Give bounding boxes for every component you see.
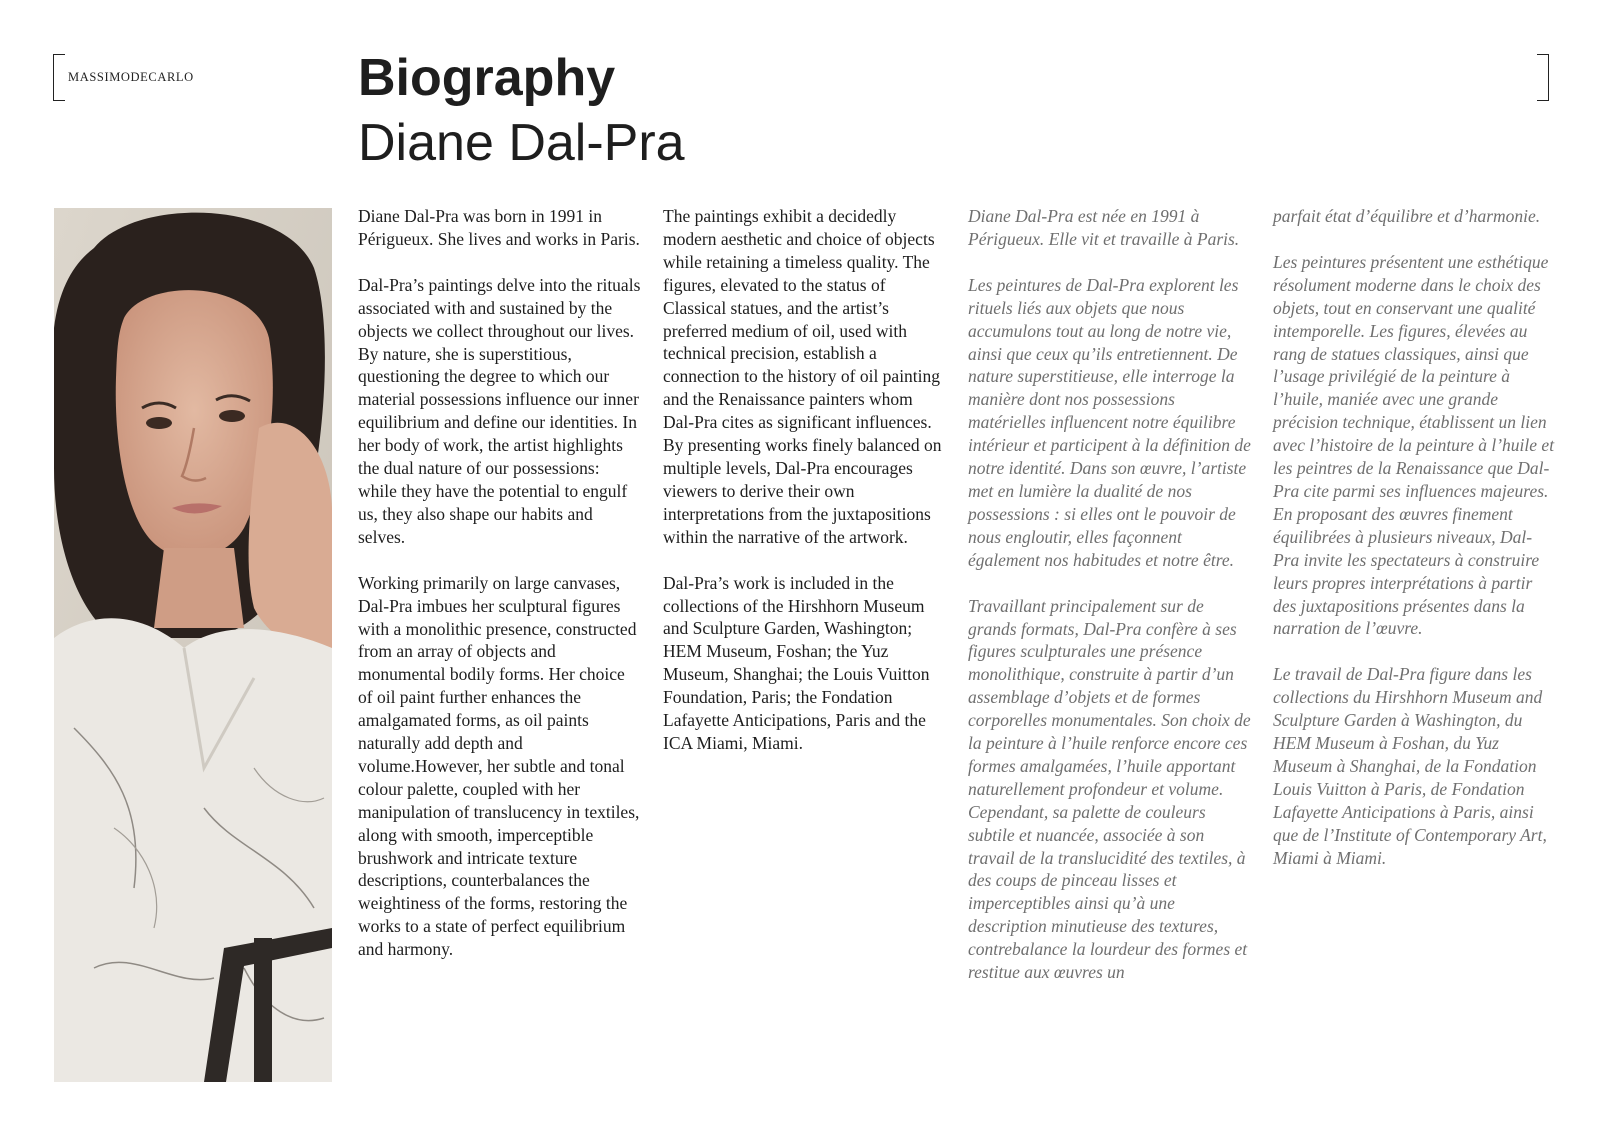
- paragraph: Diane Dal-Pra was born in 1991 in Périgueux. She lives and works in Paris.: [358, 206, 640, 249]
- paragraph: Le travail de Dal-Pra figure dans les collections du Hirshhorn Museum and Sculpture Garden à Washington, du HEM Museum à Foshan, du Yuz Museum à Shanghai, de la Fondation Louis Vuitton à Paris, de Fondation Lafayette Anticipations à Paris, ainsi que de l’Institute of Contemporary Art, Miami à Miami.: [1273, 664, 1547, 868]
- right-bracket-decoration: [1537, 54, 1549, 101]
- artist-name: Diane Dal-Pra: [358, 114, 685, 172]
- left-bracket-decoration: [53, 54, 65, 101]
- artist-portrait-photo: [54, 208, 332, 1082]
- paragraph: Diane Dal-Pra est née en 1991 à Périgueux. Elle vit et travaille à Paris.: [968, 206, 1240, 249]
- paragraph: parfait état d’équilibre et d’harmonie.: [1273, 206, 1541, 226]
- english-column-1: [358, 205, 642, 984]
- paragraph: Working primarily on large canvases, Dal-Pra imbues her sculptural figures with a monolithic presence, constructed from an array of objects and monumental bodily forms. Her choice of oil paint further enhances the amalgamated forms, as oil paints naturally add depth and volume.However, her subtle and tonal colour palette, coupled with her manipulation of translucency in textiles, along with smooth, imperceptible brushwork and intricate texture descriptions, counterbalances the weightiness of the forms, restoring the works to a state of perfect equilibrium and harmony.: [358, 572, 640, 960]
- paragraph: Travaillant principalement sur de grands formats, Dal-Pra confère à ses figures sculpturales une présence monolithique, construite à partir d’un assemblage d’objets et de formes corporelles monumentales. Son choix de la peinture à l’huile renforce encore ces formes amalgamées, l’huile apportant naturellement profondeur et volume. Cependant, sa palette de couleurs subtile et nuancée, associée à son travail de la translucidité des textiles, à des coups de pinceau lisses et imperceptibles ainsi qu’à une description minutieuse des textures, contrebalance la lourdeur des formes et restitue aux œuvres un: [968, 595, 1251, 983]
- paragraph: The paintings exhibit a decidedly modern aesthetic and choice of objects while retaining a timeless quality. The figures, elevated to the status of Classical statues, and the artist’s preferred medium of oil, used with technical precision, establish a connection to the history of oil painting and the Renaissance painters whom Dal-Pra cites as significant influences. By presenting works finely balanced on multiple levels, Dal-Pra encourages viewers to derive their own interpretations from the juxtapositions within the narrative of the artwork.: [663, 206, 942, 547]
- paragraph: Les peintures de Dal-Pra explorent les rituels liés aux objets que nous accumulons tout au long de notre vie, ainsi que ceux qu’ils entretiennent. De nature superstitieuse, elle interroge la manière dont nos possessions matérielles influencent notre équilibre intérieur et participent à la définition de notre identité. Dans son œuvre, l’artiste met en lumière la dualité de nos possessions : si elles ont le pouvoir de nous engloutir, elles façonnent également nos habitudes et notre être.: [968, 274, 1251, 570]
- french-column-2: [1273, 205, 1557, 892]
- paragraph: Les peintures présentent une esthétique résolument moderne dans le choix des objets, tout en conservant une qualité intemporelle. Les figures, élevées au rang de statues classiques, ainsi que l’usage privilégié de la peinture à l’huile, maniée avec une grande précision technique, établissent un lien avec l’histoire de la peinture à l’huile et les peintres de la Renaissance que Dal-Pra cite parmi ses influences majeures. En proposant des œuvres finement équilibrées à plusieurs niveaux, Dal-Pra invite les spectateurs à construire leurs propres interprétations à partir des juxtapositions présentes dans la narration de l’œuvre.: [1273, 251, 1555, 639]
- page-title: Biography: [358, 49, 616, 107]
- french-column-1: [968, 205, 1252, 1007]
- english-column-2: [663, 205, 947, 778]
- brand-logo: MASSIMODECARLO: [68, 70, 194, 84]
- paragraph: Dal-Pra’s work is included in the collections of the Hirshhorn Museum and Sculpture Garden, Washington; HEM Museum, Foshan; the Yuz Museum, Shanghai; the Louis Vuitton Foundation, Paris; the Fondation Lafayette Anticipations, Paris and the ICA Miami, Miami.: [663, 572, 930, 753]
- paragraph: Dal-Pra’s paintings delve into the rituals associated with and sustained by the objects we collect throughout our lives. By nature, she is superstitious, questioning the degree to which our material possessions influence our inner equilibrium and define our identities. In her body of work, the artist highlights the dual nature of our possessions: while they have the potential to engulf us, they also shape our habits and selves.: [358, 274, 641, 547]
